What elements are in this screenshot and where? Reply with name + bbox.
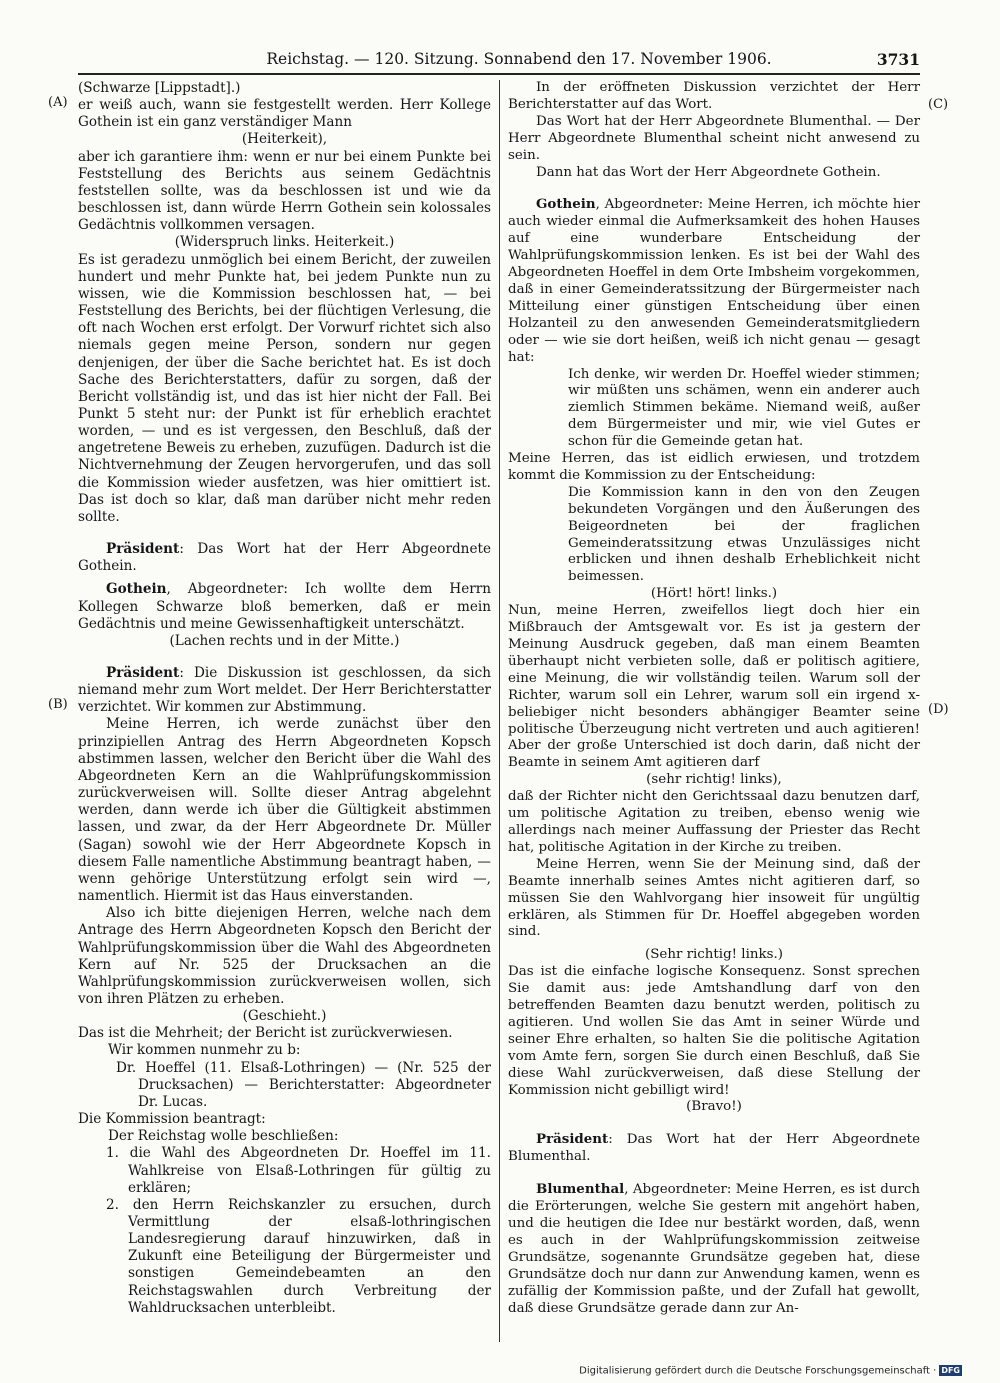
paragraph: Nun, meine Herren, zweifellos liegt doch hier ein Mißbrauch der Amtsgewalt vor. Es ist ja gestern der Meinung Ausdruck gegeben, daß man einem Beamten überhaupt nicht verbieten solle, daß er politisch agitiere, eine Meinung, die wir vollständig teilen. Warum soll der Richter, warum soll ein Lehrer, warum soll ein irgend x-beliebiger nicht besonders abhängiger Beamter seine politische Überzeugung nicht vertreten und auch agitieren! Aber der große Unterschied ist doch darin, daß nicht der Beamte in seinem Amt agitieren darf	[508, 603, 920, 771]
margin-mark-a: (A)	[48, 95, 68, 110]
page-header	[78, 50, 920, 72]
paragraph: (Schwarze [Lippstadt].)	[78, 80, 241, 96]
paragraph: Der Reichstag wolle beschließen:	[108, 1128, 339, 1145]
speaker-name: Präsident	[536, 1131, 609, 1148]
paragraph: Das ist die Mehrheit; der Bericht ist zurückverwiesen.	[78, 1025, 453, 1042]
paragraph: (Hört! hört! links.)	[650, 586, 778, 602]
paragraph: In der eröffneten Diskussion verzichtet der Herr Berichterstatter auf das Wort.	[508, 80, 920, 112]
paragraph: Also ich bitte diejenigen Herren, welche nach dem Antrage des Herrn Abgeordneten Kopsch den Bericht der Wahlprüfungskommission über die Wahl des Abgeordneten Kern auf Nr. 525 der Drucksachen an die Wahlprüfungskommission zurückverweisen wollen, sich von ihren Plätzen zu erheben.	[78, 905, 491, 1007]
page-number: 3731	[876, 50, 920, 69]
paragraph: Gothein, Abgeordneter: Meine Herren, ich möchte hier auch wieder einmal die Aufmerksamkeit des hohen Hauses auf eine wunderbare Entscheidung der Wahlprüfungskommission lenken. Es ist bei der Wahl des Abgeordneten Hoeffel in dem Orte Imbsheim vorgekommen, daß in einer Gemeinderatssitzung der Bürgermeister nach Mitteilung einer günstigen Entscheidung über einen Holzanteil zu den anwesenden Gemeinderatsmitgliedern oder — wie sie dort heißen, weiß ich nicht genau — gesagt hat:	[508, 196, 920, 365]
paragraph: Gothein, Abgeordneter: Ich wollte dem Herrn Kollegen Schwarze bloß bemerken, daß er mein Gedächtnis und meine Gewissenhaftigkeit unterschätzt.	[78, 581, 491, 632]
paragraph: Meine Herren, das ist eidlich erwiesen, und trotzdem kommt die Kommission zu der Entscheidung:	[508, 451, 920, 483]
paragraph: Präsident: Das Wort hat der Herr Abgeordnete Blumenthal.	[508, 1131, 920, 1165]
paragraph: 1. die Wahl des Abgeordneten Dr. Hoeffel im 11. Wahlkreise von Elsaß-Lothringen für gültig zu erklären;	[106, 1145, 491, 1196]
right-column	[508, 80, 920, 1317]
paragraph: Das Wort hat der Herr Abgeordnete Blumenthal. — Der Herr Abgeordnete Blumenthal scheint nicht anwesend zu sein.	[508, 113, 920, 163]
header-rule	[78, 73, 920, 75]
paragraph: Dr. Hoeffel (11. Elsaß-Lothringen) — (Nr. 525 der Drucksachen) — Berichterstatter: Abgeordneter Dr. Lucas.	[116, 1059, 491, 1110]
paragraph: Die Kommission kann in den von den Zeugen bekundeten Vorgängen und den Äußerungen des Beigeordneten bei der fraglichen Gemeinderatssitzung etwas Unzulässiges nicht erblicken und ihnen deshalb Erheblichkeit nicht beimessen.	[568, 484, 920, 585]
paragraph: Meine Herren, wenn Sie der Meinung sind, daß der Beamte innerhalb seines Amtes nicht agitieren darf, so müssen Sie den Wahlvorgang hier insoweit für ungültig erklären, als Stimmen für Dr. Hoeffel abgegeben worden sind.	[508, 856, 920, 940]
speaker-name: Präsident	[106, 541, 180, 558]
paragraph: (Sehr richtig! links.)	[645, 947, 783, 963]
paragraph: daß der Richter nicht den Gerichtssaal dazu benutzen darf, um politische Agitation zu treiben, ebenso wenig wie allerdings nach meiner Auffassung der Priester das Recht hat, politische Agitation in der Kirche zu treiben.	[508, 789, 920, 855]
paragraph: Ich denke, wir werden Dr. Hoeffel wieder stimmen; wir müßten uns schämen, wenn ein anderer auch ziemlich Stimmen bekäme. Niemand weiß, außer dem Bürgermeister und mir, wie viel Gutes er schon für die Gemeinde getan hat.	[568, 366, 920, 450]
paragraph: (Geschieht.)	[242, 1008, 327, 1025]
paragraph: 2. den Herrn Reichskanzler zu ersuchen, durch Vermittlung der elsaß-lothringischen Landesregierung darauf hinzuwirken, daß in Zukunft eine Beteiligung der Bürgermeister und sonstigen Gemeindebeamten an den Reichstagswahlen durch Verbreitung der Wahldrucksachen unterbleibt.	[106, 1196, 491, 1316]
paragraph: (Widerspruch links. Heiterkeit.)	[174, 234, 395, 251]
speaker-name: Gothein	[106, 581, 167, 598]
paragraph: (sehr richtig! links),	[646, 772, 782, 788]
paragraph: Wir kommen nunmehr zu b:	[108, 1042, 301, 1059]
footer-text: Digitalisierung gefördert durch die Deutsche Forschungsgemeinschaft ·	[579, 1365, 937, 1377]
speaker-name: Gothein	[536, 196, 596, 213]
left-column	[78, 80, 491, 1317]
paragraph: er weiß auch, wann sie festgestellt werden. Herr Kollege Gothein ist ein ganz verständiger Mann	[78, 97, 491, 131]
paragraph: Es ist geradezu unmöglich bei einem Bericht, der zuweilen hundert und mehr Punkte hat, bei jedem Punkte nun zu wissen, wie die Kommission beschlossen hat, — bei Feststellung des Berichts, bei der flüchtigen Verlesung, die oft nach Wochen erst erfolgt. Der Vorwurf richtet sich also niemals gegen meine Person, sondern nur gegen denjenigen, der über die Sache berichtet hat. Es ist doch Sache des Berichterstatters, dafür zu sorgen, daß der Bericht vollständig ist, und das ist hier nicht der Fall. Bei Punkt 5 steht nur: der Punkt ist für erheblich erachtet worden, — und es ist vergessen, den Beschluß, daß der angetretene Beweis zu erheben, zuzufügen. Dadurch ist die Nichtvernehmung der Zeugen hervorgerufen, und das soll die Kommission wieder ausfetzen, was hier omittiert ist. Das ist doch so klar, daß man darüber nicht mehr reden sollte.	[78, 251, 491, 525]
paragraph: aber ich garantiere ihm: wenn er nur bei einem Punkte bei Feststellung des Berichts aus seinem Gedächtnis feststellen sollte, was da beschlossen ist und wie da beschlossen ist, dann würde Herrn Gothein sein kolossales Gedächtnis vollkommen versagen.	[78, 148, 491, 234]
paragraph: Meine Herren, ich werde zunächst über den prinzipiellen Antrag des Herrn Abgeordneten Kopsch abstimmen lassen, welcher den Bericht über die Wahl des Abgeordneten Kern an die Wahlprüfungskommission zurückverweisen will. Sollte dieser Antrag abgelehnt werden, dann werde ich über die Gültigkeit abstimmen lassen, und zwar, da der Herr Abgeordnete Dr. Müller (Sagan) sowohl wie der Herr Abgeordnete Kopsch in diesem Falle namentliche Abstimmung beantragt haben, — wenn gehörige Unterstützung erfolgt sein wird —, namentlich. Hiermit ist das Haus einverstanden.	[78, 716, 491, 905]
column-divider	[499, 80, 500, 1342]
paragraph: (Heiterkeit),	[241, 131, 328, 148]
speaker-name: Blumenthal	[536, 1181, 625, 1198]
paragraph: Präsident: Die Diskussion ist geschlossen, da sich niemand mehr zum Wort meldet. Der Herr Berichterstatter verzichtet. Wir kommen zur Abstimmung.	[78, 665, 491, 716]
paragraph: Das ist die einfache logische Konsequenz. Sonst sprechen Sie damit aus: jede Amtshandlung darf von den betreffenden Beamten dazu benutzt werden, politisch zu agitieren. Und wollen Sie das Amt in seiner Würde und seiner Ehre erhalten, so halten Sie die politische Agitation vom Amte fern, sorgen Sie durch einen Beschluß, daß Sie diese Wahl zurückverweisen, daß diese Stellung der Kommission nicht gebilligt wird!	[508, 964, 920, 1098]
dfg-logo: DFG	[941, 1366, 960, 1375]
running-header: Reichstag. — 120. Sitzung. Sonnabend den 17. November 1906.	[266, 50, 772, 68]
footer-credit	[579, 1365, 962, 1377]
margin-mark-b: (B)	[48, 697, 68, 712]
speaker-name: Präsident	[106, 665, 180, 681]
paragraph: (Lachen rechts und in der Mitte.)	[169, 632, 400, 649]
margin-mark-c: (C)	[928, 97, 949, 112]
paragraph: Die Kommission beantragt:	[78, 1111, 266, 1128]
paragraph: Blumenthal, Abgeordneter: Meine Herren, es ist durch die Erörterungen, welche Sie gestern mit angehört haben, und die heutigen die Idee nur bestärkt worden, daß, wenn es auch in der Wahlprüfungskommission zeitweise Grundsätze, sogenannte Grundsätze gegeben hat, diese Grundsätze doch nur dann zur Anwendung kamen, wenn es zufällig der Kommission paßte, und der Zufall hat gewollt, daß diese Grundsätze gerade dann zur An-	[508, 1181, 920, 1316]
paragraph: Präsident: Das Wort hat der Herr Abgeordnete Gothein.	[78, 541, 491, 575]
paragraph: Dann hat das Wort der Herr Abgeordnete Gothein.	[536, 164, 881, 180]
margin-mark-d: (D)	[928, 702, 949, 717]
paragraph: (Bravo!)	[686, 1099, 742, 1115]
